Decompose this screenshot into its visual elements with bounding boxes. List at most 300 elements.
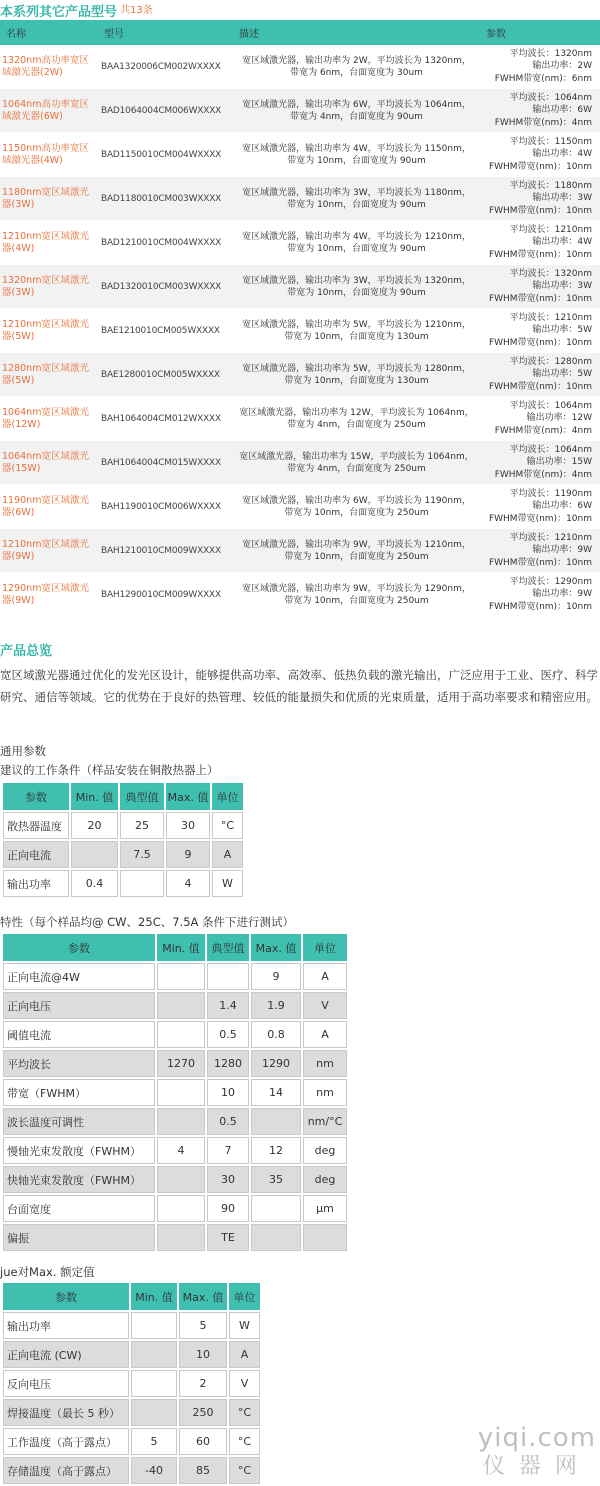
series-params xyxy=(480,221,600,265)
series-name-link[interactable] xyxy=(0,309,98,353)
ratings-value xyxy=(131,1370,177,1397)
series-param-line: 输出功率：6W xyxy=(532,501,592,512)
ratings-value xyxy=(131,1399,177,1426)
general-value: 7.5 xyxy=(120,841,164,868)
series-param-line: 输出功率：5W xyxy=(532,369,592,380)
characteristics-value xyxy=(157,963,205,990)
characteristics-param-name: 平均波长 xyxy=(3,1050,155,1077)
series-params xyxy=(480,177,600,221)
characteristics-value: TE xyxy=(207,1224,249,1251)
ratings-table xyxy=(1,1281,262,1486)
series-param-line: 输出功率：3W xyxy=(532,281,592,292)
series-name-line1: 1064nm宽区域激光 xyxy=(2,406,89,418)
characteristics-value: deg xyxy=(303,1166,347,1193)
series-row xyxy=(0,441,600,485)
series-row xyxy=(0,45,600,89)
characteristics-param-name: 快轴光束发散度（FWHM） xyxy=(3,1166,155,1193)
characteristics-header-cell: 参数 xyxy=(3,934,155,961)
general-value: 20 xyxy=(71,812,118,839)
series-name-line2: 器(9W) xyxy=(2,594,35,606)
characteristics-value: 0.8 xyxy=(251,1021,301,1048)
series-desc xyxy=(233,221,480,265)
series-header-desc: 描述 xyxy=(233,20,480,45)
characteristics-value: A xyxy=(303,963,347,990)
series-header-name: 名称 xyxy=(0,20,98,45)
series-name-link[interactable] xyxy=(0,265,98,309)
general-value: 0.4 xyxy=(71,870,118,897)
series-name-line1: 1064nm高功率宽区 xyxy=(2,98,89,110)
series-param-line: 平均波长：1210nm xyxy=(509,224,592,235)
characteristics-param-name: 慢轴光束发散度（FWHM） xyxy=(3,1137,155,1164)
series-param-line: FWHM带宽(nm)：4nm xyxy=(494,425,592,436)
general-value xyxy=(120,870,164,897)
ratings-param-name: 正向电流 (CW) xyxy=(3,1341,129,1368)
series-name-link[interactable] xyxy=(0,397,98,441)
ratings-value: 10 xyxy=(179,1341,227,1368)
general-header-cell: 单位 xyxy=(212,783,243,810)
ratings-header-cell: Min. 值 xyxy=(131,1283,177,1310)
characteristics-value: µm xyxy=(303,1195,347,1222)
series-desc-line2: 带宽为 10nm，台面宽度为 250um xyxy=(284,507,429,518)
ratings-header-cell: Max. 值 xyxy=(179,1283,227,1310)
series-model: BAD1064004CM006WXXXX xyxy=(98,89,233,133)
general-row xyxy=(3,812,243,839)
ratings-value: 2 xyxy=(179,1370,227,1397)
characteristics-row xyxy=(3,1195,347,1222)
characteristics-row xyxy=(3,1079,347,1106)
series-desc-line1: 宽区域激光器，输出功率为 3W，平均波长为 1320nm， xyxy=(242,275,471,286)
series-desc xyxy=(233,397,480,441)
characteristics-value xyxy=(157,1224,205,1251)
series-desc-line2: 带宽为 10nm，台面宽度为 90um xyxy=(287,199,426,210)
characteristics-value xyxy=(251,1224,301,1251)
ratings-row xyxy=(3,1341,260,1368)
series-desc-line1: 宽区域激光器，输出功率为 6W，平均波长为 1064nm， xyxy=(242,99,471,110)
series-desc xyxy=(233,529,480,573)
ratings-row xyxy=(3,1399,260,1426)
series-name-line2: 器(3W) xyxy=(2,286,35,298)
series-name-link[interactable] xyxy=(0,573,98,617)
characteristics-row xyxy=(3,963,347,990)
characteristics-param-name: 带宽（FWHM） xyxy=(3,1079,155,1106)
series-param-line: 输出功率：9W xyxy=(532,545,592,556)
series-desc-line2: 带宽为 10nm，台面宽度为 130um xyxy=(284,375,429,386)
series-param-line: FWHM带宽(nm)：10nm xyxy=(488,161,592,172)
characteristics-param-name: 正向电压 xyxy=(3,992,155,1019)
series-name-line1: 1210nm宽区域激光 xyxy=(2,230,89,242)
ratings-value: °C xyxy=(229,1428,260,1455)
series-name-line2: 域激光器(2W) xyxy=(2,66,63,78)
series-desc xyxy=(233,485,480,529)
series-param-line: 输出功率：5W xyxy=(532,325,592,336)
ratings-row xyxy=(3,1457,260,1484)
ratings-row xyxy=(3,1428,260,1455)
series-name-line1: 1280nm宽区域激光 xyxy=(2,362,89,374)
series-count: 共13条 xyxy=(120,5,153,16)
characteristics-value: 12 xyxy=(251,1137,301,1164)
series-row xyxy=(0,265,600,309)
series-params xyxy=(480,529,600,573)
series-param-line: FWHM带宽(nm)：4nm xyxy=(494,469,592,480)
series-name-line2: 器(5W) xyxy=(2,330,35,342)
characteristics-value: 0.5 xyxy=(207,1021,249,1048)
ratings-value: °C xyxy=(229,1399,260,1426)
general-param-name: 正向电流 xyxy=(3,841,69,868)
series-row xyxy=(0,397,600,441)
series-row xyxy=(0,177,600,221)
characteristics-value: 10 xyxy=(207,1079,249,1106)
series-desc xyxy=(233,441,480,485)
characteristics-value: 1.9 xyxy=(251,992,301,1019)
series-params xyxy=(480,45,600,89)
series-desc xyxy=(233,573,480,617)
series-model: BAH1210010CM009WXXXX xyxy=(98,529,233,573)
condition-label: 建议的工作条件（样品安装在铜散热器上） xyxy=(0,763,219,777)
ratings-value xyxy=(131,1312,177,1339)
general-header-cell: 典型值 xyxy=(120,783,164,810)
ratings-param-name: 输出功率 xyxy=(3,1312,129,1339)
series-desc-line2: 带宽为 10nm，台面宽度为 250um xyxy=(284,551,429,562)
series-desc-line1: 宽区域激光器，输出功率为 9W，平均波长为 1290nm， xyxy=(242,583,471,594)
general-value: 25 xyxy=(120,812,164,839)
characteristics-table xyxy=(1,932,349,1253)
watermark-line2: 仪器网 xyxy=(482,1454,591,1479)
ratings-header-cell: 单位 xyxy=(229,1283,260,1310)
series-name-line1: 1064nm宽区域激光 xyxy=(2,450,89,462)
general-value: 4 xyxy=(166,870,210,897)
series-desc-line1: 宽区域激光器，输出功率为 2W，平均波长为 1320nm， xyxy=(242,55,471,66)
series-name-line1: 1320nm高功率宽区 xyxy=(2,54,89,66)
characteristics-value: V xyxy=(303,992,347,1019)
series-name-line2: 器(12W) xyxy=(2,418,41,430)
series-name-line1: 1180nm宽区域激光 xyxy=(2,186,89,198)
characteristics-row xyxy=(3,1108,347,1135)
overview-title: 产品总览 xyxy=(0,644,53,659)
general-row xyxy=(3,870,243,897)
series-param-line: FWHM带宽(nm)：6nm xyxy=(494,73,592,84)
series-name-link[interactable] xyxy=(0,353,98,397)
series-name-link[interactable] xyxy=(0,441,98,485)
general-value xyxy=(71,841,118,868)
series-name-line1: 1290nm宽区域激光 xyxy=(2,582,89,594)
series-params xyxy=(480,309,600,353)
general-header-cell: Max. 值 xyxy=(166,783,210,810)
series-desc-line1: 宽区域激光器，输出功率为 5W，平均波长为 1280nm， xyxy=(242,363,471,374)
watermark-line1: yiqi.com xyxy=(477,1423,596,1453)
watermark xyxy=(478,1423,596,1480)
series-param-line: FWHM带宽(nm)：10nm xyxy=(488,601,592,612)
characteristics-param-name: 台面宽度 xyxy=(3,1195,155,1222)
series-name-line2: 器(4W) xyxy=(2,242,35,254)
characteristics-row xyxy=(3,1166,347,1193)
characteristics-value xyxy=(157,1195,205,1222)
series-param-line: 平均波长：1320nm xyxy=(509,268,592,279)
series-desc xyxy=(233,353,480,397)
characteristics-value: 0.5 xyxy=(207,1108,249,1135)
characteristics-header-cell: Max. 值 xyxy=(251,934,301,961)
characteristics-value xyxy=(157,1079,205,1106)
ratings-value: -40 xyxy=(131,1457,177,1484)
series-params xyxy=(480,133,600,177)
series-model: BAD1210010CM004WXXXX xyxy=(98,221,233,265)
series-params xyxy=(480,265,600,309)
series-params xyxy=(480,353,600,397)
series-param-line: 输出功率：6W xyxy=(532,105,592,116)
characteristics-value: deg xyxy=(303,1137,347,1164)
series-param-line: 平均波长：1064nm xyxy=(509,92,592,103)
series-name-link[interactable] xyxy=(0,45,98,89)
ratings-value: 60 xyxy=(179,1428,227,1455)
ratings-param-name: 反向电压 xyxy=(3,1370,129,1397)
ratings-param-name: 存储温度（高于露点） xyxy=(3,1457,129,1484)
series-model: BAA1320006CM002WXXXX xyxy=(98,45,233,89)
series-model: BAH1064004CM015WXXXX xyxy=(98,441,233,485)
characteristics-param-name: 偏振 xyxy=(3,1224,155,1251)
characteristics-value: nm xyxy=(303,1079,347,1106)
series-table xyxy=(0,20,600,617)
series-name-link[interactable] xyxy=(0,177,98,221)
characteristics-value xyxy=(251,1108,301,1135)
series-param-line: 平均波长：1210nm xyxy=(509,532,592,543)
series-param-line: FWHM带宽(nm)：10nm xyxy=(488,337,592,348)
characteristics-param-name: 正向电流@4W xyxy=(3,963,155,990)
series-header-row xyxy=(0,20,600,45)
ratings-value: °C xyxy=(229,1457,260,1484)
ratings-value: A xyxy=(229,1341,260,1368)
characteristics-value: A xyxy=(303,1021,347,1048)
characteristics-header-row xyxy=(3,934,347,961)
characteristics-value xyxy=(157,1166,205,1193)
characteristics-label: 特性（每个样品均@ CW、25C、7.5A 条件下进行测试） xyxy=(0,915,295,929)
characteristics-value: 9 xyxy=(251,963,301,990)
characteristics-header-cell: 单位 xyxy=(303,934,347,961)
general-value: A xyxy=(212,841,243,868)
series-param-line: FWHM带宽(nm)：10nm xyxy=(488,205,592,216)
characteristics-value xyxy=(207,963,249,990)
series-desc-line1: 宽区域激光器，输出功率为 5W，平均波长为 1210nm， xyxy=(242,319,471,330)
series-param-line: 平均波长：1280nm xyxy=(509,356,592,367)
series-desc xyxy=(233,177,480,221)
ratings-value: 5 xyxy=(179,1312,227,1339)
ratings-value: W xyxy=(229,1312,260,1339)
series-name-line2: 器(5W) xyxy=(2,374,35,386)
series-body xyxy=(0,45,600,617)
series-param-line: 输出功率：15W xyxy=(526,457,592,468)
ratings-value: V xyxy=(229,1370,260,1397)
general-value: 30 xyxy=(166,812,210,839)
series-row xyxy=(0,89,600,133)
series-title: 本系列其它产品型号 $^{共13条}$ xyxy=(0,5,153,20)
series-model: BAD1150010CM004WXXXX xyxy=(98,133,233,177)
series-param-line: FWHM带宽(nm)：4nm xyxy=(494,117,592,128)
general-param-name: 散热器温度 xyxy=(3,812,69,839)
series-param-line: 平均波长：1150nm xyxy=(509,136,592,147)
general-value: 9 xyxy=(166,841,210,868)
characteristics-value: 4 xyxy=(157,1137,205,1164)
ratings-header-row xyxy=(3,1283,260,1310)
characteristics-param-name: 阈值电流 xyxy=(3,1021,155,1048)
series-row xyxy=(0,573,600,617)
series-name-line1: 1190nm宽区域激光 xyxy=(2,494,89,506)
characteristics-header-cell: Min. 值 xyxy=(157,934,205,961)
series-row xyxy=(0,309,600,353)
ratings-param-name: 工作温度（高于露点） xyxy=(3,1428,129,1455)
characteristics-value: 30 xyxy=(207,1166,249,1193)
characteristics-value xyxy=(251,1195,301,1222)
series-name-link[interactable] xyxy=(0,485,98,529)
series-desc-line2: 带宽为 10nm，台面宽度为 250um xyxy=(284,595,429,606)
ratings-header-cell: 参数 xyxy=(3,1283,129,1310)
ratings-row xyxy=(3,1370,260,1397)
ratings-value xyxy=(131,1341,177,1368)
series-desc-line2: 带宽为 10nm，台面宽度为 90um xyxy=(287,243,426,254)
series-param-line: 输出功率：4W xyxy=(532,237,592,248)
ratings-param-name: 焊接温度（最长 5 秒） xyxy=(3,1399,129,1426)
series-row xyxy=(0,529,600,573)
series-desc-line2: 带宽为 6nm，台面宽度为 30um xyxy=(290,67,423,78)
series-param-line: 平均波长：1320nm xyxy=(509,48,592,59)
series-name-line2: 域激光器(4W) xyxy=(2,154,63,166)
series-param-line: 输出功率：2W xyxy=(532,61,592,72)
characteristics-row xyxy=(3,1137,347,1164)
characteristics-value: 1290 xyxy=(251,1050,301,1077)
series-param-line: 输出功率：9W xyxy=(532,589,592,600)
series-model: BAH1290010CM009WXXXX xyxy=(98,573,233,617)
series-param-line: FWHM带宽(nm)：10nm xyxy=(488,293,592,304)
series-desc xyxy=(233,265,480,309)
series-params xyxy=(480,485,600,529)
series-desc-line1: 宽区域激光器，输出功率为 15W，平均波长为 1064nm， xyxy=(239,451,474,462)
series-desc-line1: 宽区域激光器，输出功率为 4W，平均波长为 1210nm， xyxy=(242,231,471,242)
series-name-line2: 器(3W) xyxy=(2,198,35,210)
general-header-row xyxy=(3,783,243,810)
series-param-line: FWHM带宽(nm)：10nm xyxy=(488,513,592,524)
characteristics-value: 35 xyxy=(251,1166,301,1193)
series-row xyxy=(0,133,600,177)
series-model: BAH1190010CM006WXXXX xyxy=(98,485,233,529)
series-param-line: 平均波长：1064nm xyxy=(509,400,592,411)
series-row xyxy=(0,485,600,529)
characteristics-param-name: 波长温度可调性 xyxy=(3,1108,155,1135)
general-value: W xyxy=(212,870,243,897)
characteristics-value: 1270 xyxy=(157,1050,205,1077)
series-name-link[interactable] xyxy=(0,89,98,133)
series-param-line: 平均波长：1190nm xyxy=(509,488,592,499)
general-header-cell: 参数 xyxy=(3,783,69,810)
general-value: °C xyxy=(212,812,243,839)
series-name-line2: 器(15W) xyxy=(2,462,41,474)
characteristics-row xyxy=(3,1021,347,1048)
general-table xyxy=(1,781,245,899)
series-desc xyxy=(233,89,480,133)
characteristics-value xyxy=(157,1021,205,1048)
series-desc xyxy=(233,309,480,353)
series-desc xyxy=(233,45,480,89)
series-row xyxy=(0,353,600,397)
series-desc-line2: 带宽为 10nm，台面宽度为 130um xyxy=(284,331,429,342)
characteristics-value xyxy=(157,1108,205,1135)
series-param-line: FWHM带宽(nm)：10nm xyxy=(488,249,592,260)
characteristics-row xyxy=(3,1050,347,1077)
series-name-link[interactable] xyxy=(0,221,98,265)
characteristics-row xyxy=(3,992,347,1019)
series-param-line: 输出功率：12W xyxy=(526,413,592,424)
series-desc-line2: 带宽为 4nm，台面宽度为 90um xyxy=(290,111,423,122)
series-params xyxy=(480,573,600,617)
series-param-line: FWHM带宽(nm)：10nm xyxy=(488,557,592,568)
series-params xyxy=(480,397,600,441)
series-name-link[interactable] xyxy=(0,529,98,573)
series-param-line: 平均波长：1064nm xyxy=(509,444,592,455)
series-name-link[interactable] xyxy=(0,133,98,177)
series-header-model: 型号 xyxy=(98,20,233,45)
ratings-row xyxy=(3,1312,260,1339)
series-desc-line1: 宽区域激光器，输出功率为 3W，平均波长为 1180nm， xyxy=(242,187,471,198)
characteristics-value: 90 xyxy=(207,1195,249,1222)
series-model: BAH1064004CM012WXXXX xyxy=(98,397,233,441)
characteristics-value: 1.4 xyxy=(207,992,249,1019)
ratings-label: jue对Max. 额定值 xyxy=(0,1265,95,1279)
series-name-line1: 1150nm高功率宽区 xyxy=(2,142,89,154)
series-model: BAE1210010CM005WXXXX xyxy=(98,309,233,353)
series-desc-line1: 宽区域激光器，输出功率为 9W，平均波长为 1210nm， xyxy=(242,539,471,550)
series-param-line: 平均波长：1180nm xyxy=(509,180,592,191)
general-row xyxy=(3,841,243,868)
characteristics-value: nm/°C xyxy=(303,1108,347,1135)
ratings-value: 85 xyxy=(179,1457,227,1484)
characteristics-value xyxy=(157,992,205,1019)
series-name-line1: 1210nm宽区域激光 xyxy=(2,538,89,550)
series-desc-line1: 宽区域激光器，输出功率为 12W，平均波长为 1064nm， xyxy=(239,407,474,418)
series-param-line: 平均波长：1290nm xyxy=(509,576,592,587)
characteristics-value: 7 xyxy=(207,1137,249,1164)
characteristics-value: nm xyxy=(303,1050,347,1077)
general-header-cell: Min. 值 xyxy=(71,783,118,810)
series-name-line2: 域激光器(6W) xyxy=(2,110,63,122)
series-row xyxy=(0,221,600,265)
series-model: BAD1180010CM003WXXXX xyxy=(98,177,233,221)
series-params xyxy=(480,89,600,133)
ratings-value: 5 xyxy=(131,1428,177,1455)
characteristics-value: 14 xyxy=(251,1079,301,1106)
series-desc-line2: 带宽为 4nm，台面宽度为 250um xyxy=(287,419,426,430)
characteristics-header-cell: 典型值 xyxy=(207,934,249,961)
series-name-line2: 器(6W) xyxy=(2,506,35,518)
general-param-name: 输出功率 xyxy=(3,870,69,897)
series-name-line1: 1210nm宽区域激光 xyxy=(2,318,89,330)
series-name-line2: 器(9W) xyxy=(2,550,35,562)
series-desc-line2: 带宽为 10nm，台面宽度为 90um xyxy=(287,287,426,298)
series-model: BAD1320010CM003WXXXX xyxy=(98,265,233,309)
series-param-line: 平均波长：1210nm xyxy=(509,312,592,323)
series-desc-line2: 带宽为 4nm，台面宽度为 250um xyxy=(287,463,426,474)
series-name-line1: 1320nm宽区域激光 xyxy=(2,274,89,286)
series-model: BAE1280010CM005WXXXX xyxy=(98,353,233,397)
characteristics-row xyxy=(3,1224,347,1251)
series-param-line: 输出功率：4W xyxy=(532,149,592,160)
series-param-line: FWHM带宽(nm)：10nm xyxy=(488,381,592,392)
series-desc-line1: 宽区域激光器，输出功率为 4W，平均波长为 1150nm， xyxy=(242,143,471,154)
series-header-param: 参数 xyxy=(480,20,600,45)
ratings-value: 250 xyxy=(179,1399,227,1426)
series-desc-line2: 带宽为 10nm，台面宽度为 90um xyxy=(287,155,426,166)
characteristics-value xyxy=(303,1224,347,1251)
series-desc-line1: 宽区域激光器，输出功率为 6W，平均波长为 1190nm， xyxy=(242,495,471,506)
series-desc xyxy=(233,133,480,177)
series-param-line: 输出功率：3W xyxy=(532,193,592,204)
general-label: 通用参数 xyxy=(0,744,46,758)
series-params xyxy=(480,441,600,485)
